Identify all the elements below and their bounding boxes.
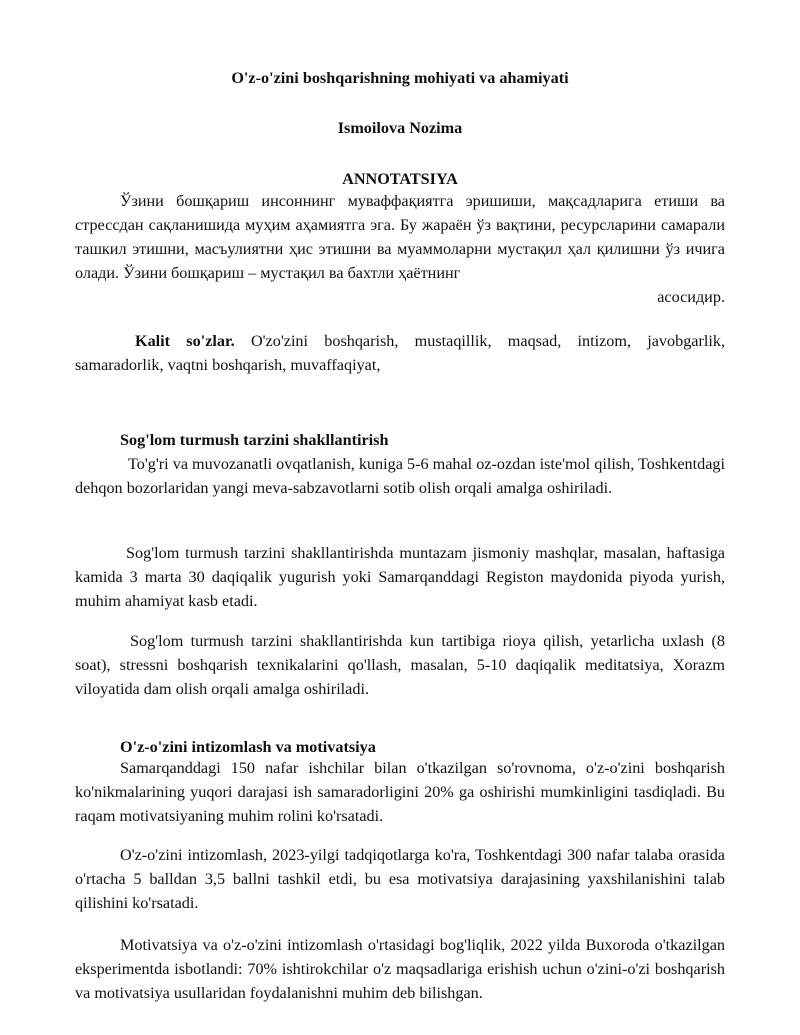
paragraph-text: Samarqanddagi 150 nafar ishchilar bilan o'tkazilgan so'rovnoma, o'z-o'zini boshqarish ko'nikmalarining yuqori darajasi ish samaradorligini 20% ga oshirishi mumkinligini tasdiqladi. Bu raqam motivatsiyaning muhim rolini ko'rsatadi. <box>75 759 725 825</box>
paragraph-text: O'z-o'zini intizomlash, 2023-yilgi tadqiqotlarga ko'ra, Toshkentdagi 300 nafar talaba orasida o'rtacha 5 balldan 3,5 ballni tashkil etdi, bu esa motivatsiya darajasining yaxshilanishini talab qilishini ko'rsatadi. <box>75 846 725 912</box>
keywords-text: O'zo'zini boshqarish, mustaqillik, maqsad, intizom, javobgarlik, samaradorlik, vaqtni boshqarish, muvaffaqiyat, <box>75 332 726 374</box>
paragraph-text: Sog'lom turmush tarzini shakllantirishda kun tartibiga rioya qilish, yetarlicha uxlash (8 soat), stressni boshqarish texnikalarini qo'llash, masalan, 5-10 daqiqalik meditatsiya, Xorazm viloyatida dam olish orqali amalga oshiriladi. <box>75 632 725 698</box>
section-paragraph <box>75 756 725 828</box>
paragraph-text: Motivatsiya va o'z-o'zini intizomlash o'rtasidagi bog'liqlik, 2022 yilda Buxoroda o'tkazilgan eksperimentda isbotlandi: 70% ishtirokchilar o'z maqsadlariga erishish uchun o'zini-o'zi boshqarish va motivatsiya usullaridan foydalanishni muhim deb bilishgan. <box>75 936 725 1002</box>
paper-title: O'z-o'zini boshqarishning mohiyati va ahamiyati <box>231 69 569 87</box>
section-heading: O'z-o'zini intizomlash va motivatsiya <box>120 738 376 756</box>
section-paragraph <box>75 843 725 915</box>
paragraph-text: Sog'lom turmush tarzini shakllantirishda muntazam jismoniy mashqlar, masalan, haftasiga kamida 3 marta 30 daqiqalik yugurish yoki Samarqanddagi Registon maydonida piyoda yurish, muhim ahamiyat kasb etadi. <box>75 544 725 610</box>
annotation-text-end: асосидир. <box>657 288 725 306</box>
annotation-text: Ўзини бошқариш инсоннинг муваффақиятга эришиши, мақсадларига етиши ва стрессдан сақланишида муҳим аҳамиятга эга. Бу жараён ўз вақтини, ресурсларини самарали ташкил этишни, масъулиятни ҳис этишни ва муаммоларни мустақил ҳал қилишни ўз ичига олади. Ўзини бошқариш – мустақил ва бахтли ҳаётнинг <box>75 192 725 282</box>
keywords-paragraph <box>75 329 725 377</box>
section-paragraph <box>75 629 725 701</box>
annotation-paragraph <box>75 189 725 285</box>
annotation-heading: ANNOTATSIYA <box>342 170 458 188</box>
keywords-label: Kalit so'zlar. <box>135 332 235 350</box>
section-paragraph <box>75 933 725 1005</box>
section-paragraph <box>75 541 725 613</box>
section-paragraph <box>75 452 725 500</box>
section-heading: Sog'lom turmush tarzini shakllantirish <box>120 431 389 449</box>
paragraph-text: To'g'ri va muvozanatli ovqatlanish, kuniga 5-6 mahal oz-ozdan iste'mol qilish, Toshkentdagi dehqon bozorlaridan yangi meva-sabzavotlarni sotib olish orqali amalga oshiriladi. <box>75 455 725 497</box>
author-name: Ismoilova Nozima <box>337 119 463 137</box>
